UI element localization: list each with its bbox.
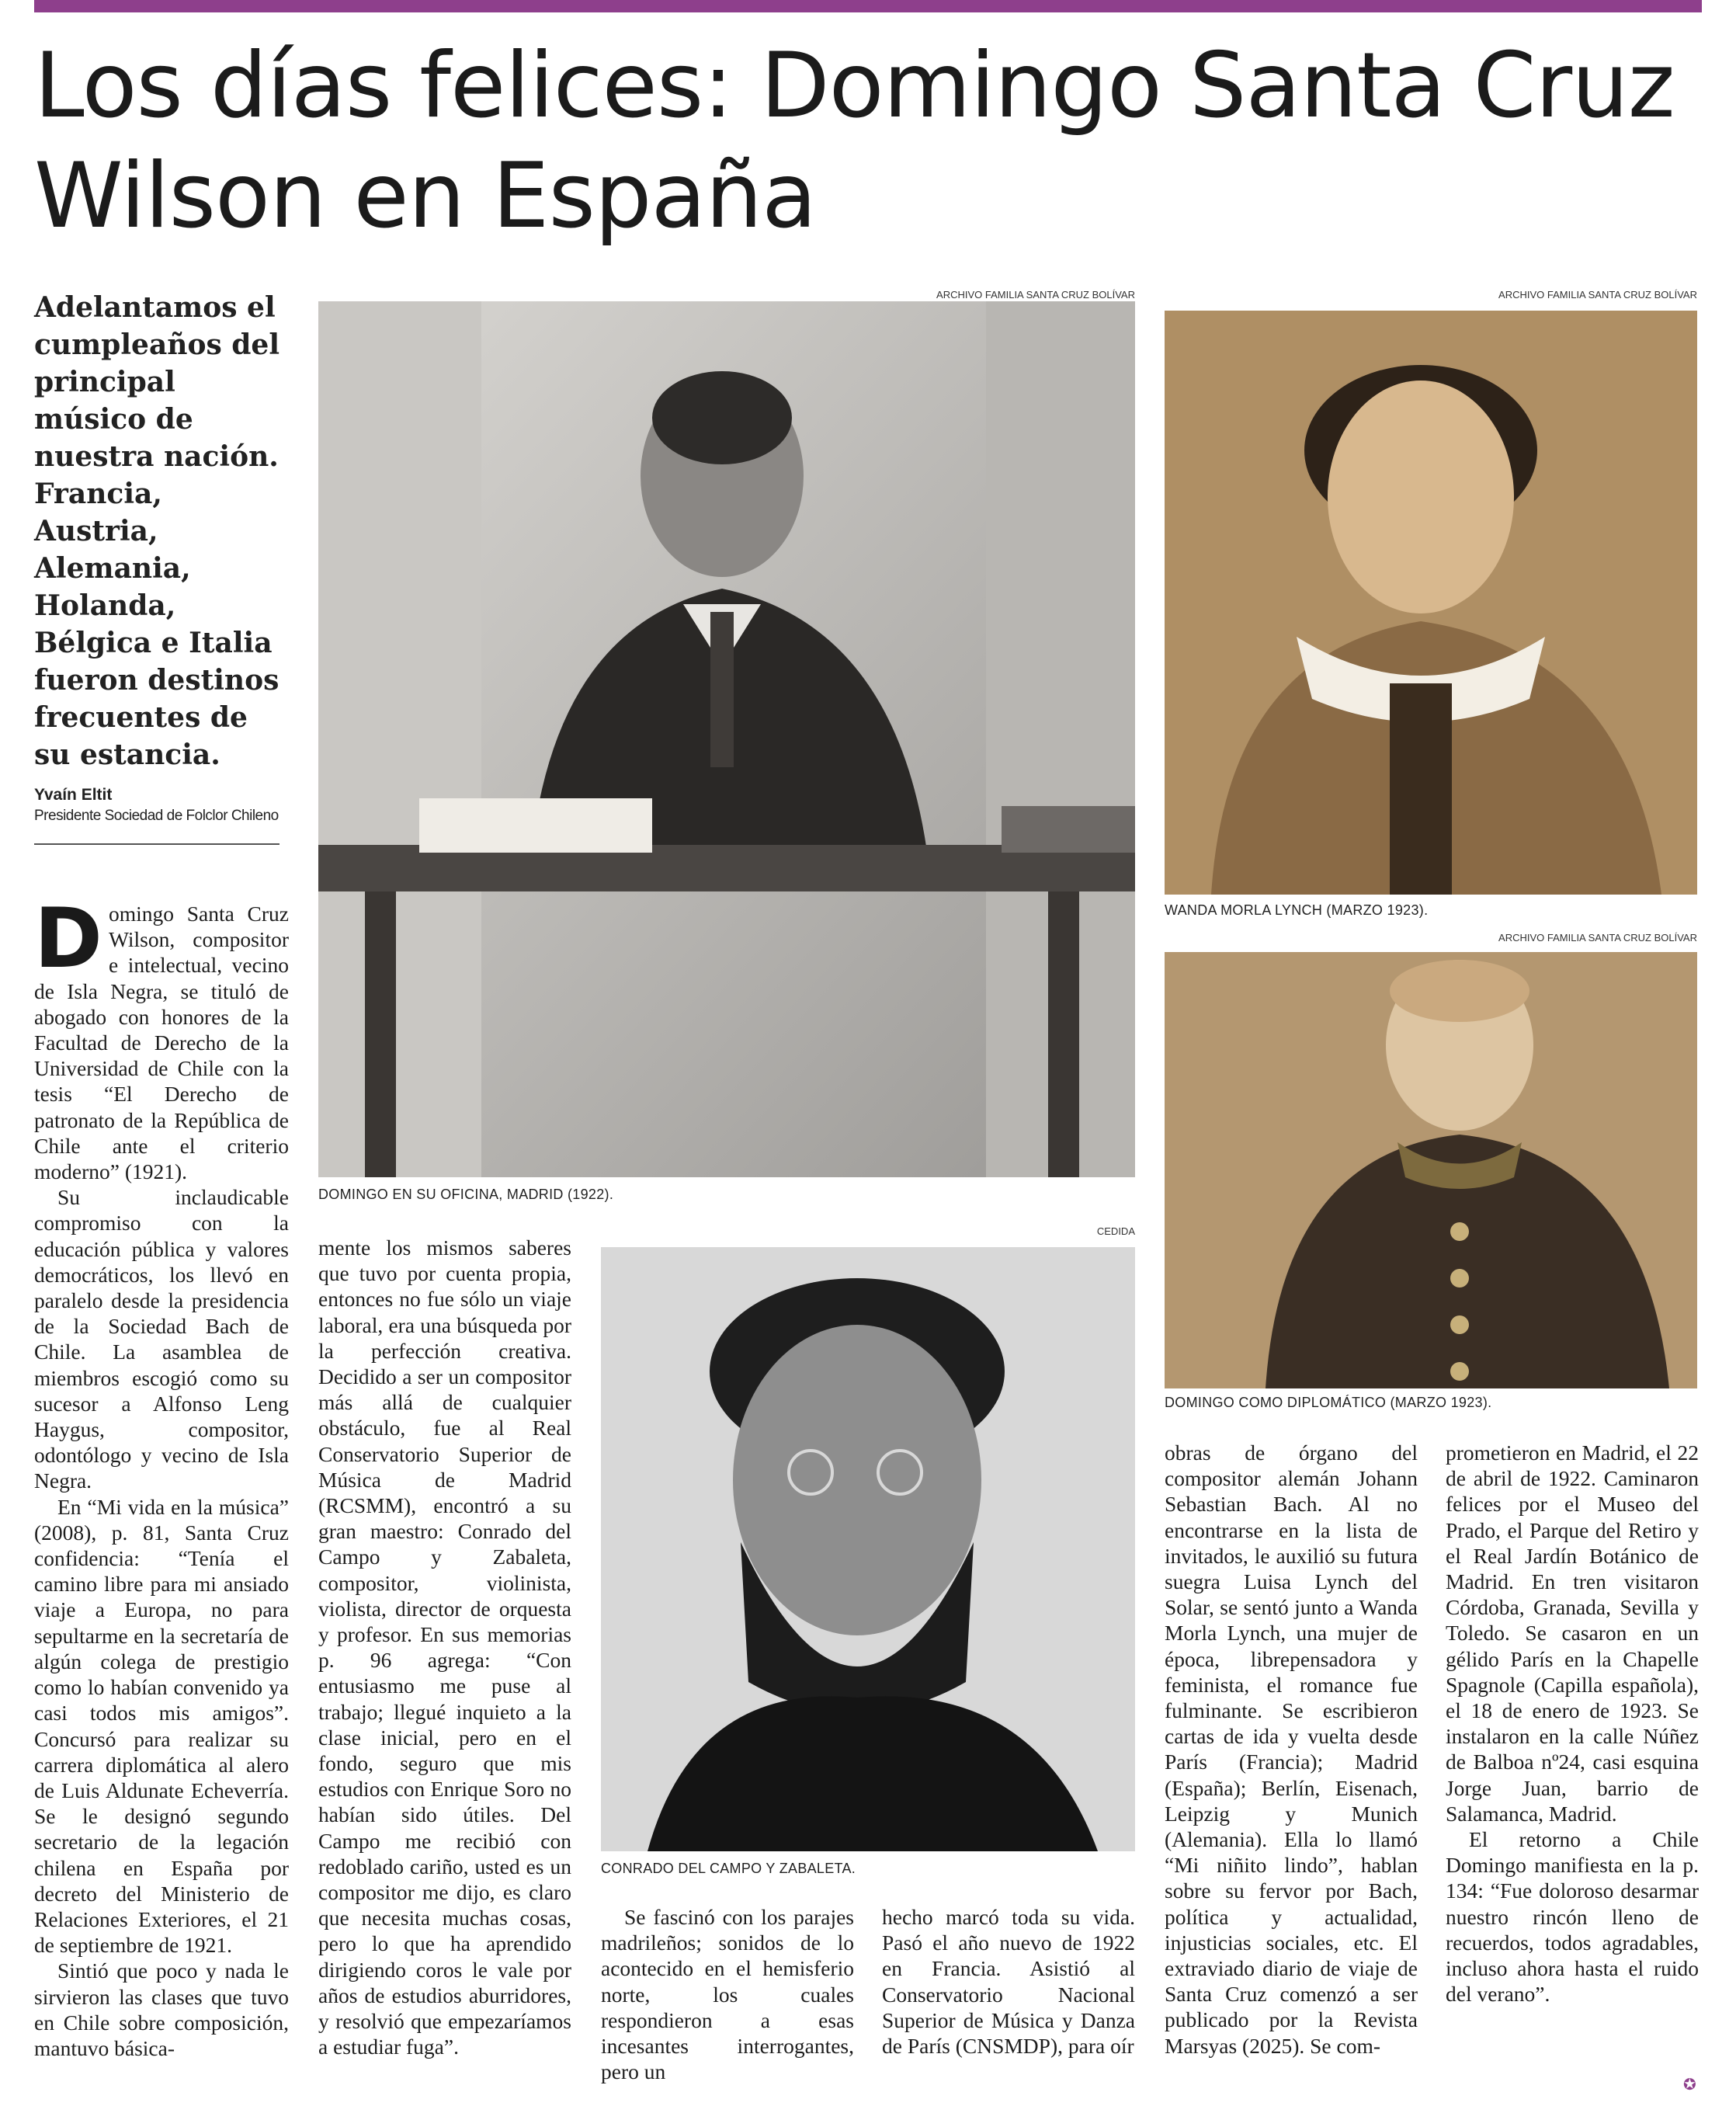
paragraph: El retorno a Chile Domingo manifiesta en la p. 134: “Fue doloroso desarmar nuestro rincón lleno de recuerdos, todos agradables, incluso ahora hasta el ruido del verano”. [1446,1827,1699,2007]
body-column-3 [601,1904,854,2084]
photo-conrado-del-campo [601,1247,1135,1851]
photo-caption-diplomat: DOMINGO COMO DIPLOMÁTICO (MARZO 1923). [1165,1395,1492,1410]
photo-wanda-morla [1165,311,1697,895]
photo-credit-main: ARCHIVO FAMILIA SANTA CRUZ BOLÍVAR [936,289,1135,301]
body-column-6 [1446,1440,1699,2007]
photo-caption-wanda: WANDA MORLA LYNCH (MARZO 1923). [1165,902,1429,918]
byline-role: Presidente Sociedad de Folclor Chileno [34,808,279,824]
headline: Los días felices: Domingo Santa Cruz Wilson en España [34,33,1675,248]
photo-credit-conrado: CEDIDA [1096,1225,1135,1237]
body-column-4 [882,1904,1135,2059]
photo-caption-conrado: CONRADO DEL CAMPO Y ZABALETA. [601,1861,856,1876]
byline-name: Yvaín Eltit [34,786,113,804]
drop-cap: D [34,891,102,986]
paragraph: prometieron en Madrid, el 22 de abril de 1922. Caminaron felices por el Museo del Prado, el Parque del Retiro y el Real Jardín Botánico de Madrid. En tren visitaron Córdoba, Granada, Sevilla y Toledo. Se casaron en un gélido París en la Chapelle Spagnole (Capilla española), el 18 de enero de 1923. Se instalaron en la calle Núñez de Balboa nº24, casi esquina Jorge Juan, barrio de Salamanca, Madrid. [1446,1440,1699,1826]
paragraph: mente los mismos saberes que tuvo por cuenta propia, entonces no fue sólo un viaje laboral, era una búsqueda por la perfección creativa. Decidido a ser un compositor más allá de cualquier obstáculo, fue al Real Conservatorio Superior de Música de Madrid (RCSMM), encontró a su gran maestro: Conrado del Campo y Zabaleta, compositor, violinista, violista, director de orquesta y profesor. En sus memorias p. 96 agrega: “Con entusiasmo me puse al trabajo; llegué inquieto a la clase inicial, pero en el fondo, seguro que mis estudios con Enrique Soro no habían sido útiles. Del Campo me recibió con redoblado cariño, usted es un compositor me dijo, es claro que necesita muchas cosas, pero lo que ha aprendido dirigiendo coros le vale por años de estudios aburridores, y resolvió que empezaríamos a estudiar fuga”. [318,1235,571,2059]
body-column-1 [34,891,289,2061]
photo-domingo-diplomat [1165,952,1697,1388]
byline-divider [34,843,279,845]
body-column-2 [318,1235,571,2060]
paragraph: omingo Santa Cruz Wilson, compositor e intelectual, vecino de Isla Negra, se tituló de abogado con honores de la Facultad de Derecho de la Universidad de Chile con la tesis “El Derecho de patronato de la República de Chile ante el criterio moderno” (1921). [34,902,289,1184]
paragraph: En “Mi vida en la música” (2008), p. 81, Santa Cruz confidencia: “Tenía el camino libre para mi ansiado viaje a Europa, no para sepultarme en la secretaría de algún colega de prestigio como lo habían convenido ya casi todos mis amigos”. Concursó para realizar su carrera diplomática al alero de Luis Aldunate Echeverría. Se le designó segundo secretario de la legación chilena en España por decreto del Ministerio de Relaciones Exteriores, el 21 de septiembre de 1921. [34,1494,289,1958]
end-mark-icon: ✪ [1683,2075,1696,2094]
photo-credit-wanda: ARCHIVO FAMILIA SANTA CRUZ BOLÍVAR [1498,289,1697,301]
top-accent-bar [34,0,1702,12]
deck-summary: Adelantamos el cumpleaños del principal músico de nuestra nación. Francia, Austria, Alemania, Holanda, Bélgica e Italia fueron destinos frecuentes de su estancia. [34,291,280,771]
paragraph: Sintió que poco y nada le sirvieron las clases que tuvo en Chile sobre composición, mantuvo básica- [34,1958,289,2060]
photo-caption-main: DOMINGO EN SU OFICINA, MADRID (1922). [318,1187,614,1202]
photo-credit-diplomat: ARCHIVO FAMILIA SANTA CRUZ BOLÍVAR [1498,932,1697,944]
paragraph: Se fascinó con los parajes madrileños; sonidos de lo acontecido en el hemisferio norte, los cuales respondieron a esas incesantes interrogantes, pero un [601,1905,854,2084]
body-column-5 [1165,1440,1418,2059]
paragraph: Su inclaudicable compromiso con la educación pública y valores democráticos, los llevó en paralelo desde la presidencia de la Sociedad Bach de Chile. La asamblea de miembros escogió como su sucesor a Alfonso Leng Haygus, compositor, odontólogo y vecino de Isla Negra. [34,1185,289,1493]
paragraph: obras de órgano del compositor alemán Johann Sebastian Bach. Al no encontrarse en la lista de invitados, le auxilió su futura suegra Luisa Lynch del Solar, se sentó junto a Wanda Morla Lynch, una mujer de época, librepensadora y feminista, el romance fue fulminante. Se escribieron cartas de ida y vuelta desde París (Francia); Madrid (España); Berlín, Eisenach, Leipzig y Munich (Alemania). Ella lo llamó “Mi niñito lindo”, hablan sobre su fervor por Bach, política y actualidad, injusticias sociales, etc. El extraviado diario de viaje de Santa Cruz comenzó a ser publicado por la Revista Marsyas (2025). Se com- [1165,1440,1418,2058]
photo-domingo-office [318,301,1135,1177]
paragraph: hecho marcó toda su vida. Pasó el año nuevo de 1922 en Francia. Asistió al Conservatorio Nacional Superior de Música y Danza de París (CNSMDP), para oír [882,1905,1135,2059]
